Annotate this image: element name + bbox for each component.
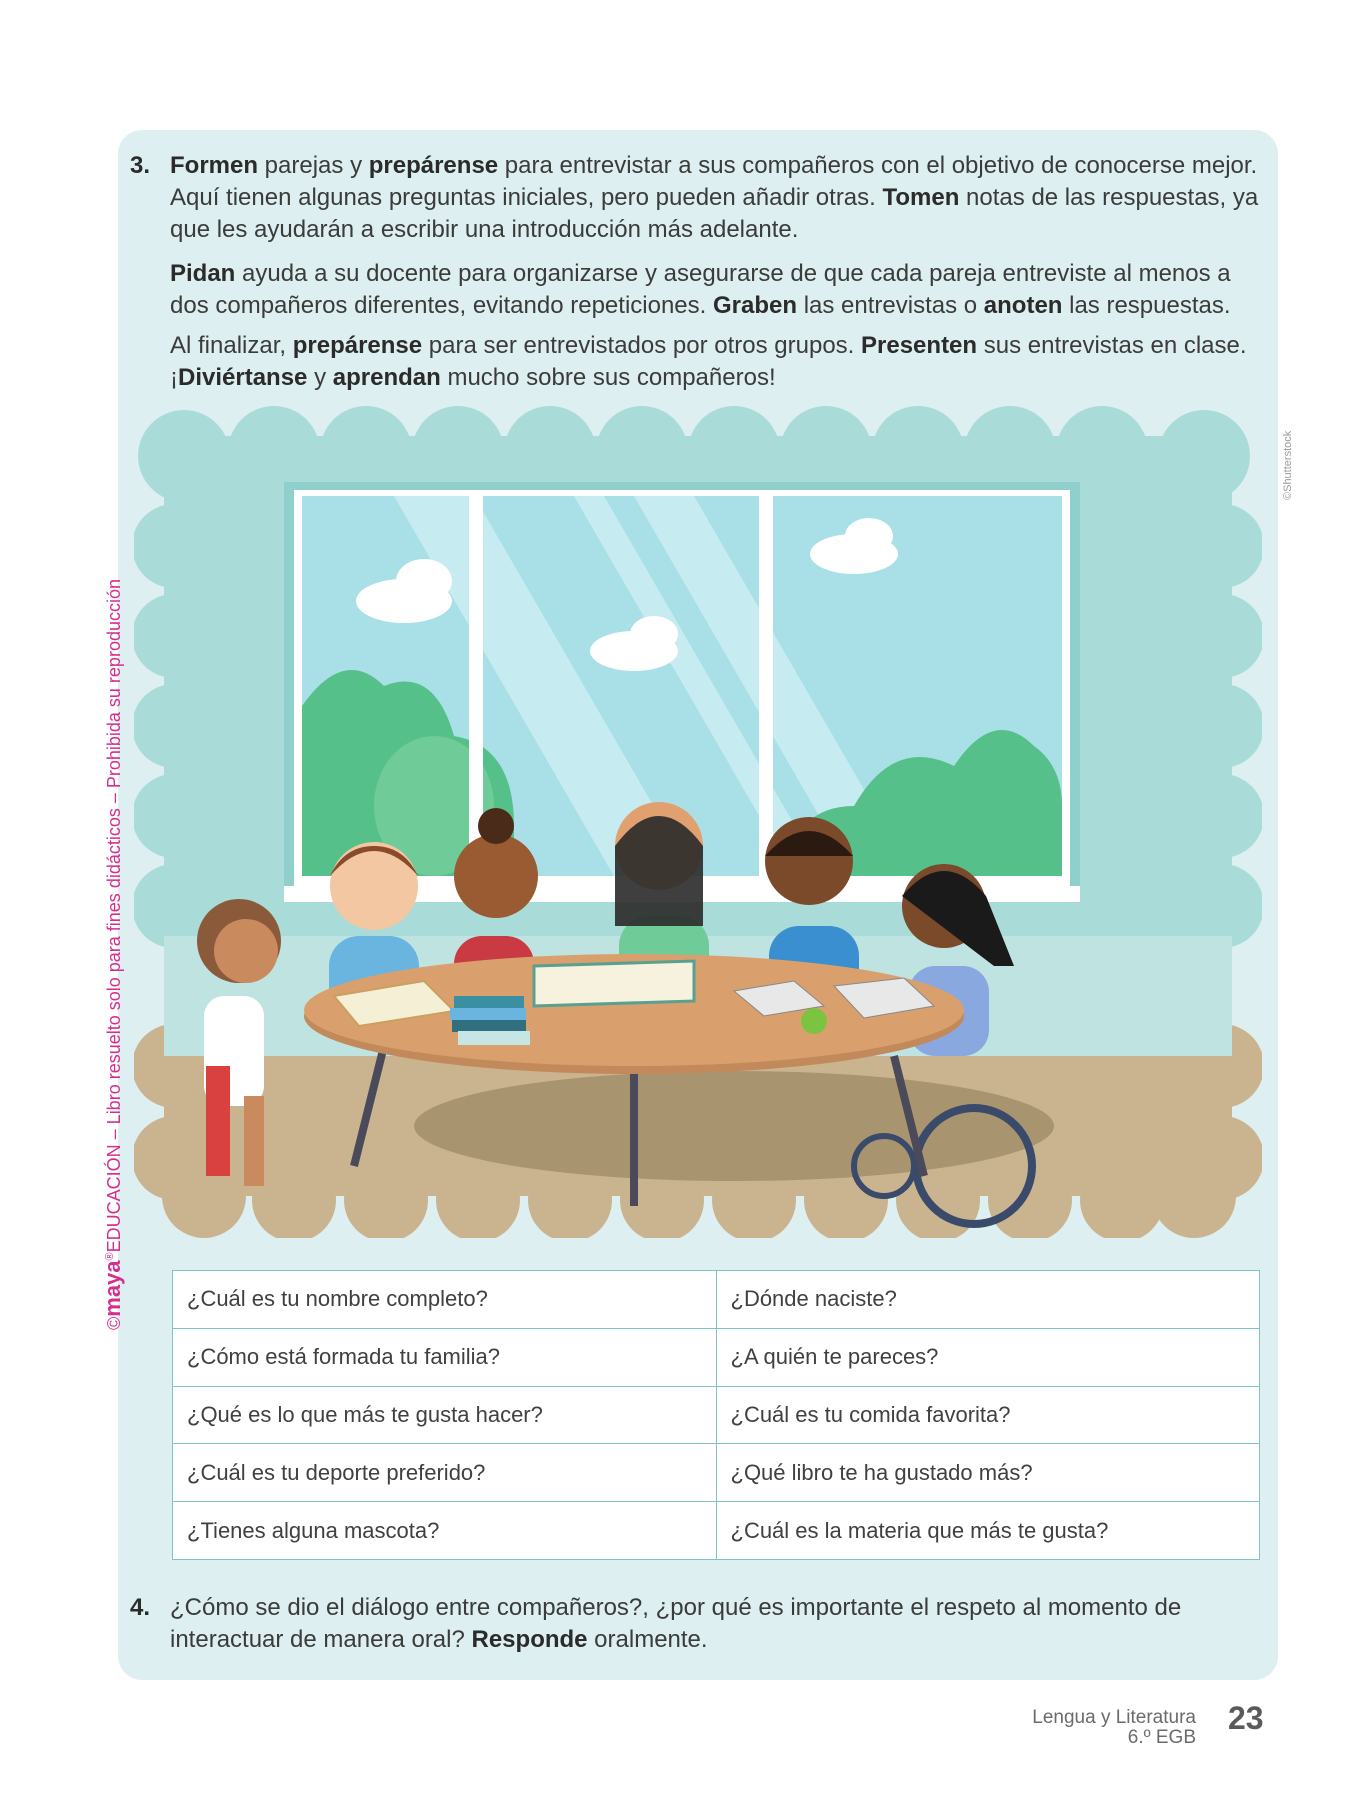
question-cell: ¿Tienes alguna mascota? bbox=[173, 1502, 717, 1560]
question-cell: ¿Cuál es tu comida favorita? bbox=[716, 1386, 1260, 1444]
table-row bbox=[173, 1502, 1260, 1560]
questions-table bbox=[172, 1270, 1260, 1560]
question-cell: ¿Qué es lo que más te gusta hacer? bbox=[173, 1386, 717, 1444]
table-row bbox=[173, 1386, 1260, 1444]
image-credit: ©Shutterstock bbox=[1282, 430, 1294, 500]
table-row bbox=[173, 1271, 1260, 1329]
item-4-paragraph: ¿Cómo se dio el diálogo entre compañeros?, ¿por qué es importante el respeto al momento de interactuar de manera oral? Responde oralmente. bbox=[170, 1594, 1182, 1653]
classroom-illustration bbox=[134, 406, 1262, 1238]
page-number: 23 bbox=[1228, 1700, 1264, 1736]
item-4-number: 4. bbox=[130, 1594, 151, 1621]
item-3-paragraph-1: Formen parejas y prepárense para entrevistar a sus compañeros con el objetivo de conocerse mejor. Aquí tienen algunas preguntas iniciales, pero pueden añadir otras. Tomen notas de las respuestas, ya que les ayudarán a escribir una introducción más adelante. bbox=[170, 152, 1259, 243]
item-3-number: 3. bbox=[130, 152, 151, 179]
item-3-paragraph-3: Al finalizar, prepárense para ser entrevistados por otros grupos. Presenten sus entrevistas en clase. ¡Diviértanse y aprendan mucho sobre sus compañeros! bbox=[170, 332, 1247, 391]
question-cell: ¿Cómo está formada tu familia? bbox=[173, 1328, 717, 1386]
item-3-paragraph-2: Pidan ayuda a su docente para organizarse y asegurarse de que cada pareja entreviste al menos a dos compañeros diferentes, evitando repeticiones. Graben las entrevistas o anoten las respuestas. bbox=[170, 260, 1231, 319]
question-cell: ¿Qué libro te ha gustado más? bbox=[716, 1444, 1260, 1502]
question-cell: ¿Cuál es la materia que más te gusta? bbox=[716, 1502, 1260, 1560]
copyright-sidebar: ©maya®EDUCACIÓN – Libro resuelto solo para fines didácticos – Prohibida su reproducción bbox=[100, 579, 125, 1330]
question-cell: ¿Cuál es tu deporte preferido? bbox=[173, 1444, 717, 1502]
maya-logo: maya bbox=[100, 1260, 125, 1317]
table-row bbox=[173, 1328, 1260, 1386]
footer-subject: Lengua y Literatura 6.º EGB bbox=[1032, 1707, 1196, 1748]
question-cell: ¿Cuál es tu nombre completo? bbox=[173, 1271, 717, 1329]
table-row bbox=[173, 1444, 1260, 1502]
question-cell: ¿Dónde naciste? bbox=[716, 1271, 1260, 1329]
question-cell: ¿A quién te pareces? bbox=[716, 1328, 1260, 1386]
